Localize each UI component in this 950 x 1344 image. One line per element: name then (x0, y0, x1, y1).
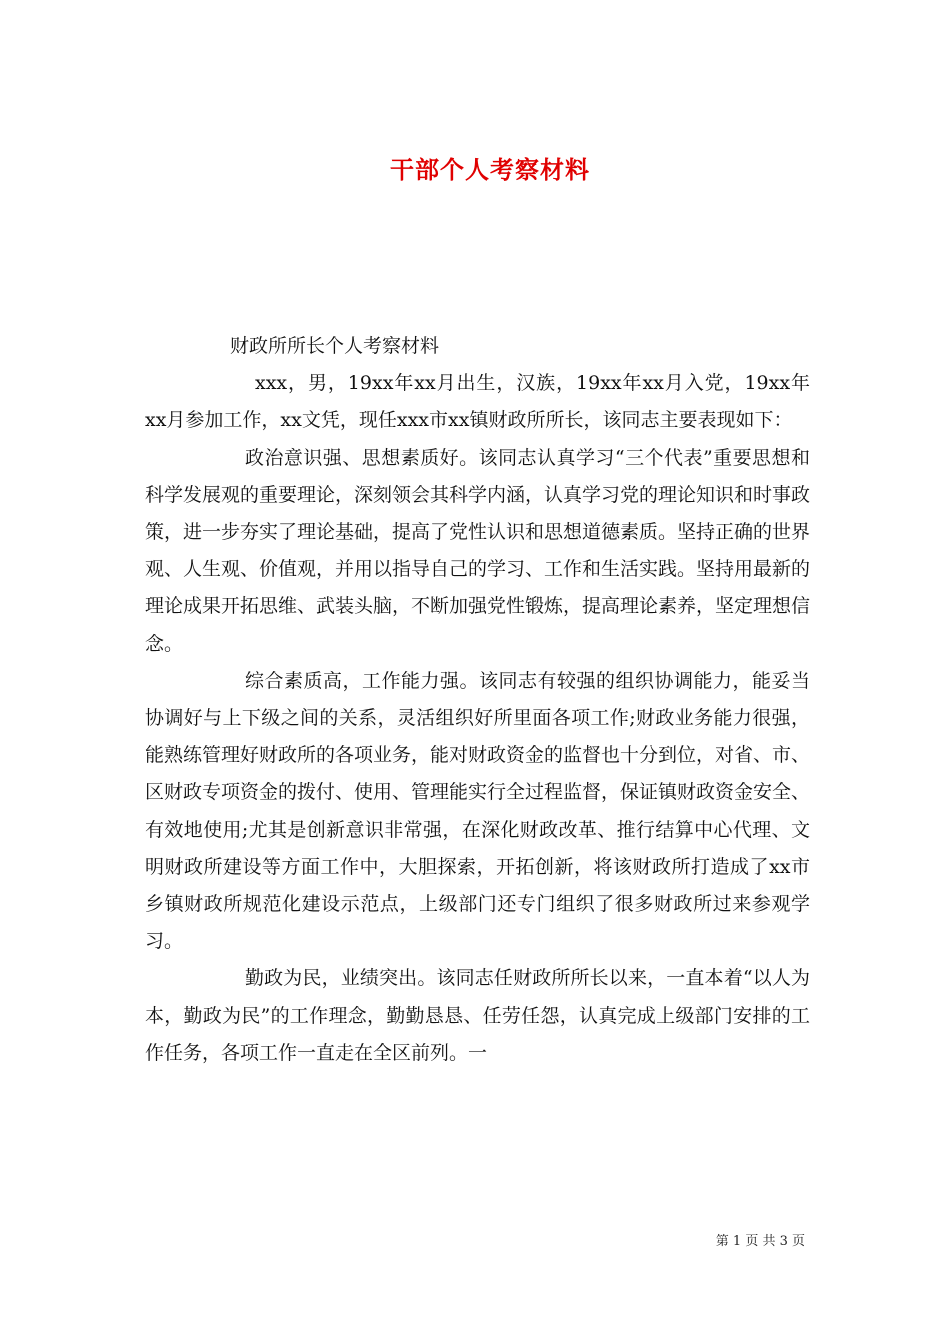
paragraph-performance: 勤政为民，业绩突出。该同志任财政所所长以来，一直本着“以人为本，勤政为民”的工作理念，勤勤恳恳、任劳任怨，认真完成上级部门安排的工作任务，各项工作一直走在全区前列。一 (145, 967, 810, 1064)
intro-paragraph: xxx，男，19xx年xx月出生，汉族，19xx年xx月入党，19xx年xx月参加工作，xx文凭，现任xxx市xx镇财政所所长，该同志主要表现如下： (145, 372, 810, 432)
document-title: 干部个人考察材料 (390, 155, 590, 185)
page-footer: 第 1 页 共 3 页 (715, 1234, 805, 1249)
paragraph-ability: 综合素质高，工作能力强。该同志有较强的组织协调能力，能妥当协调好与上下级之间的关系，灵活组织好所里面各项工作;财政业务能力很强，能熟练管理好财政所的各项业务，能对财政资金的监督也十分到位，对省、市、区财政专项资金的拨付、使用、管理能实行全过程监督，保证镇财政资金安全、有效地使用;尤其是创新意识非常强，在深化财政改革、推行结算中心代理、文明财政所建设等方面工作中，大胆探索，开拓创新，将该财政所打造成了xx市乡镇财政所规范化建设示范点，上级部门还专门组织了很多财政所过来参观学习。 (145, 669, 811, 953)
document-subtitle: 财政所所长个人考察材料 (230, 335, 440, 357)
document-body (145, 328, 810, 1072)
paragraph-political: 政治意识强、思想素质好。该同志认真学习“三个代表”重要思想和科学发展观的重要理论，深刻领会其科学内涵，认真学习党的理论知识和时事政策，进一步夯实了理论基础，提高了党性认识和思想道德素质。坚持正确的世界观、人生观、价值观，并用以指导自己的学习、工作和生活实践。坚持用最新的理论成果开拓思维、武装头脑，不断加强党性锻炼，提高理论素养，坚定理想信念。 (145, 446, 811, 655)
